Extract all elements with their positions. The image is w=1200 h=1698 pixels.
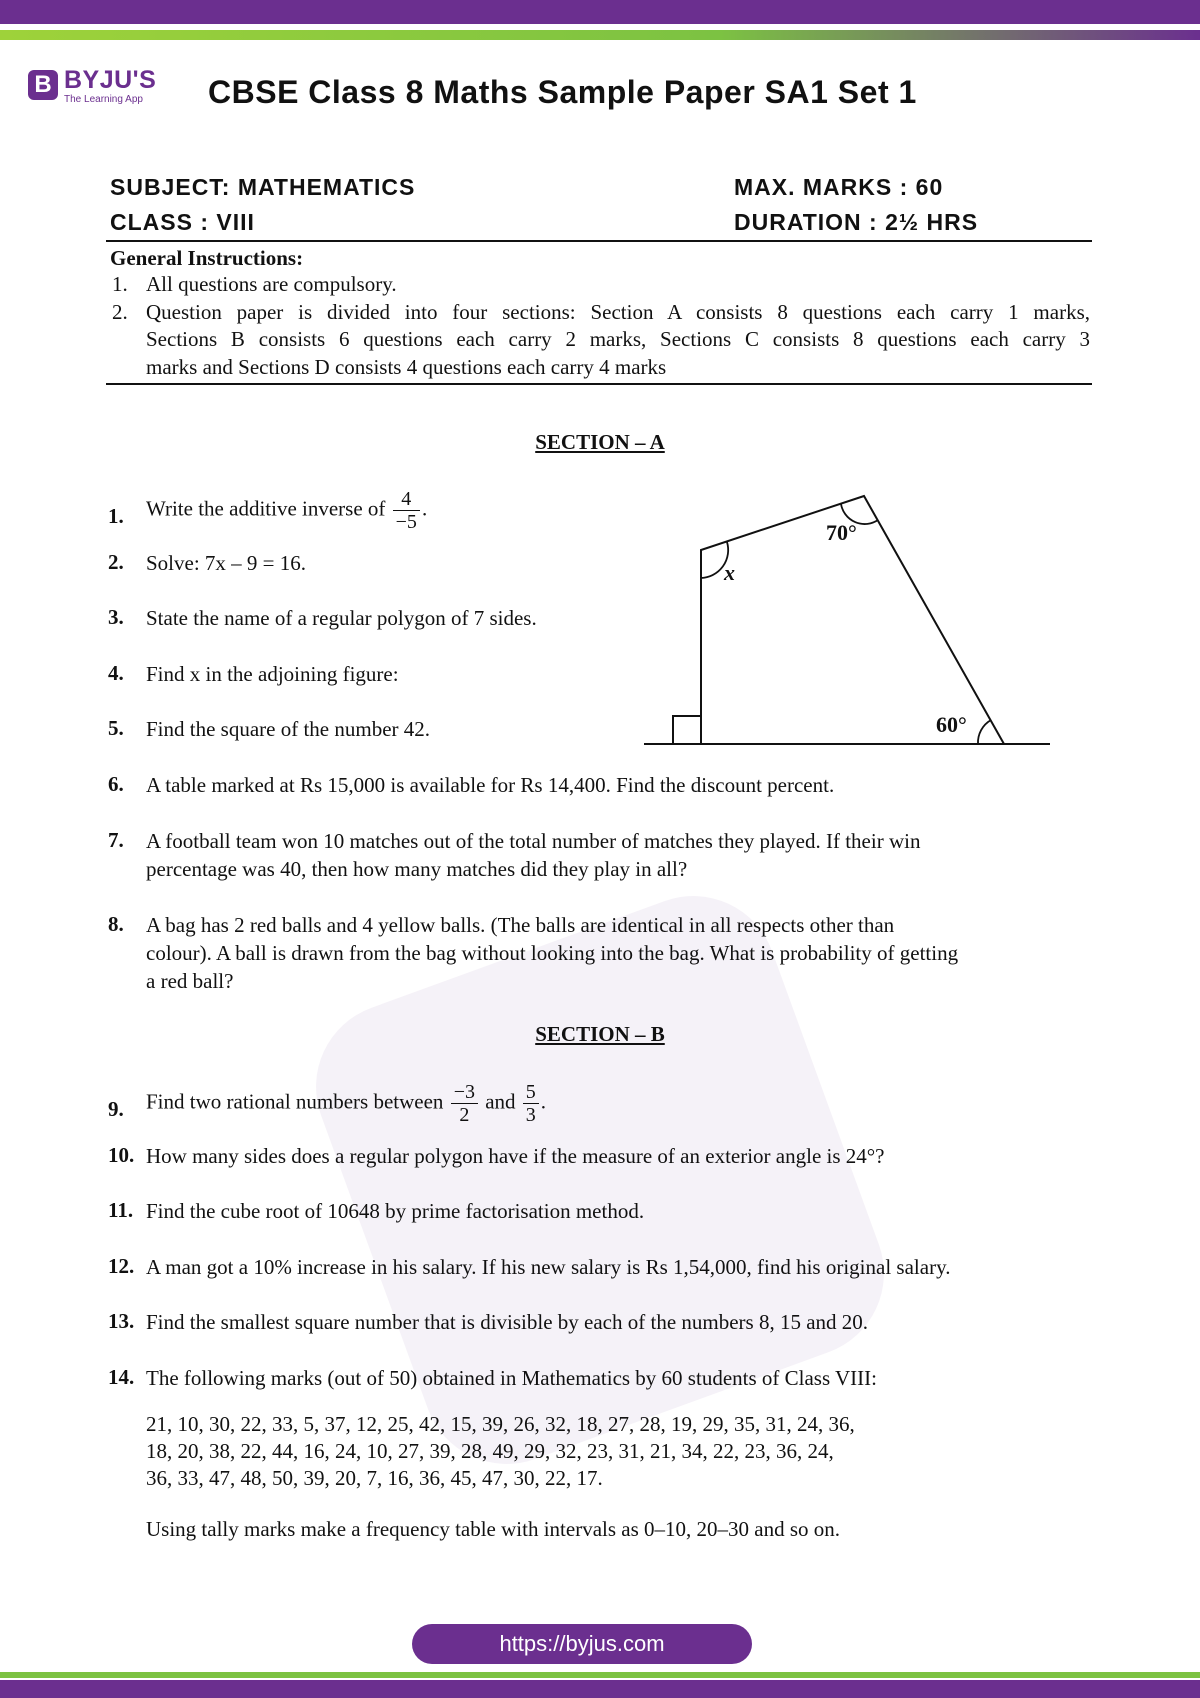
question-number: 3.	[108, 605, 124, 629]
question-number: 5.	[108, 716, 124, 740]
angle-label-60: 60°	[936, 712, 967, 737]
marks-data-line: 36, 33, 47, 48, 50, 39, 20, 7, 16, 36, 45, 47, 30, 22, 17.	[146, 1466, 603, 1490]
question-conjunction: and	[485, 1089, 516, 1114]
question-number: 1.	[108, 504, 124, 528]
angle-arc-60	[978, 720, 991, 744]
question-end: .	[540, 1089, 547, 1114]
section-a-heading: SECTION – A	[535, 430, 665, 454]
question-7-line: percentage was 40, then how many matches did they play in all?	[146, 857, 688, 881]
divider-bottom	[106, 383, 1092, 385]
fraction-denominator: 3	[525, 1104, 536, 1126]
question-8-line: colour). A ball is drawn from the bag without looking into the bag. What is probability of getting	[146, 941, 959, 965]
question-8-line: A bag has 2 red balls and 4 yellow balls. (The balls are identical in all respects other than	[146, 913, 895, 937]
fraction	[451, 1081, 478, 1126]
angle-label-70: 70°	[826, 520, 857, 545]
question-number: 13.	[108, 1309, 135, 1333]
instruction-line: All questions are compulsory.	[146, 272, 397, 296]
fraction-denominator: −5	[395, 511, 417, 533]
duration-label: DURATION : 2½ HRS	[734, 209, 979, 235]
marks-data-line: 21, 10, 30, 22, 33, 5, 37, 12, 25, 42, 15, 39, 26, 32, 18, 27, 28, 19, 29, 35, 31, 24, 36,	[146, 1412, 855, 1436]
instructions-title: General Instructions:	[110, 246, 304, 270]
subject-label: SUBJECT: MATHEMATICS	[110, 174, 416, 200]
top-banner	[0, 0, 1200, 30]
question-8-line: a red ball?	[146, 969, 234, 993]
question-5: Find the square of the number 42.	[146, 717, 431, 741]
question-1	[146, 488, 427, 533]
question-number: 8.	[108, 912, 124, 936]
question-14: The following marks (out of 50) obtained in Mathematics by 60 students of Class VIII:	[146, 1366, 877, 1390]
question-number: 4.	[108, 661, 124, 685]
question-9	[146, 1081, 546, 1126]
instruction-number: 2.	[112, 300, 128, 324]
footer-url-link[interactable]: https://byjus.com	[412, 1624, 752, 1664]
question-number: 11.	[108, 1198, 134, 1222]
section-b-heading: SECTION – B	[535, 1022, 665, 1046]
logo-brand: BYJU'S	[64, 66, 157, 94]
question-text: Find two rational numbers between	[146, 1089, 444, 1114]
logo-tagline: The Learning App	[64, 94, 143, 105]
fraction-denominator: 2	[459, 1104, 470, 1126]
divider-top	[106, 240, 1092, 242]
right-angle-mark	[673, 716, 701, 744]
question-number: 7.	[108, 828, 124, 852]
question-6: A table marked at Rs 15,000 is available for Rs 14,400. Find the discount percent.	[146, 773, 835, 797]
question-number: 6.	[108, 772, 124, 796]
question-14-instruction: Using tally marks make a frequency table with intervals as 0–10, 20–30 and so on.	[146, 1517, 841, 1541]
question-number: 9.	[108, 1097, 124, 1121]
bottom-banner-green	[0, 1672, 1200, 1678]
logo-mark-icon: B	[28, 70, 58, 100]
page-title: CBSE Class 8 Maths Sample Paper SA1 Set 1	[208, 74, 917, 110]
question-text: Write the additive inverse of	[146, 496, 386, 521]
question-number: 12.	[108, 1254, 135, 1278]
marks-data-line: 18, 20, 38, 22, 44, 16, 24, 10, 27, 39, 28, 49, 29, 32, 23, 31, 21, 34, 22, 23, 36, 24,	[146, 1439, 834, 1463]
question-11: Find the cube root of 10648 by prime factorisation method.	[146, 1199, 645, 1223]
fraction	[393, 488, 420, 533]
top-banner-green	[0, 30, 1200, 40]
question-number: 2.	[108, 550, 124, 574]
fraction	[523, 1081, 539, 1126]
instruction-line: Question paper is divided into four sections: Section A consists 8 questions each carry 1 marks,	[146, 300, 1090, 324]
question-number: 10.	[108, 1143, 135, 1167]
question-end: .	[421, 496, 428, 521]
fraction-numerator: 5	[523, 1081, 539, 1104]
max-marks-label: MAX. MARKS : 60	[734, 174, 944, 200]
top-banner-purple	[0, 0, 1200, 24]
question-10: How many sides does a regular polygon have if the measure of an exterior angle is 24°?	[146, 1144, 885, 1168]
question-12: A man got a 10% increase in his salary. If his new salary is Rs 1,54,000, find his original salary.	[146, 1255, 951, 1279]
class-label: CLASS : VIII	[110, 209, 255, 235]
instruction-line: marks and Sections D consists 4 questions each carry 4 marks	[146, 355, 667, 379]
question-3: State the name of a regular polygon of 7 sides.	[146, 606, 537, 630]
question-13: Find the smallest square number that is divisible by each of the numbers 8, 15 and 20.	[146, 1310, 869, 1334]
angle-label-x: x	[724, 560, 735, 585]
byjus-logo	[28, 66, 168, 108]
bottom-banner	[0, 1680, 1200, 1698]
fraction-numerator: −3	[451, 1081, 478, 1104]
instruction-number: 1.	[112, 272, 128, 296]
instruction-line: Sections B consists 6 questions each carry 2 marks, Sections C consists 8 questions each carry 3	[146, 327, 1090, 351]
question-7-line: A football team won 10 matches out of the total number of matches they played. If their win	[146, 829, 921, 853]
fraction-numerator: 4	[393, 488, 420, 511]
question-number: 14.	[108, 1365, 135, 1389]
question-2: Solve: 7x – 9 = 16.	[146, 551, 307, 575]
question-4: Find x in the adjoining figure:	[146, 662, 399, 686]
polygon-figure	[640, 490, 1060, 750]
